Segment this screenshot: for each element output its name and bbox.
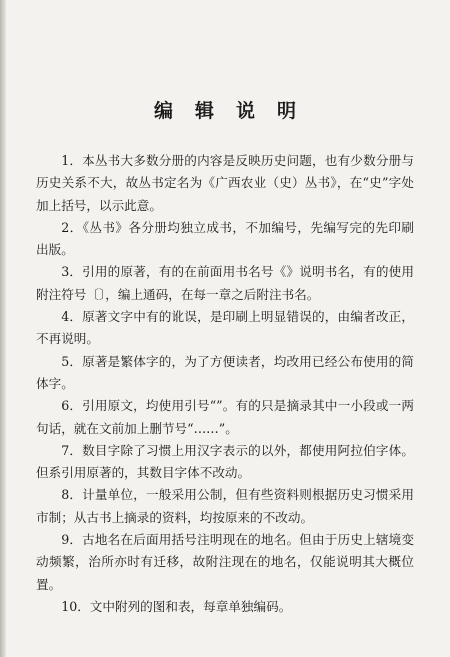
note-item-6: 6．引用原文，均使用引号“”。有的只是摘录其中一小段或一两句话，就在文前加上删节号“……”。	[36, 398, 414, 436]
note-item-3: 3．引用的原著，有的在前面用书名号《》说明书名，有的使用附注符号〔〕，编上通码，在每一章之后附注书名。	[36, 264, 414, 302]
note-item-5: 5．原著是繁体字的，为了方便读者，均改用已经公布使用的简体字。	[36, 353, 414, 391]
note-item-7: 7．数目字除了习惯上用汉字表示的以外，都使用阿拉伯字体。但系引用原著的，其数目字体不改动。	[36, 442, 414, 481]
page-title: 编辑说明	[153, 100, 318, 122]
note-item-4: 4．原著文字中有的讹误，是印刷上明显错误的，由编者改正，不再说明。	[36, 309, 414, 347]
note-item-9: 9．古地名在后面用括号注明现在的地名。但由于历史上辖境变动频繁，治所亦时有迁移，故附注现在的地名，仅能说明其大概位置。	[36, 532, 414, 592]
editorial-notes-list	[36, 150, 414, 618]
note-item-1: 1．本丛书大多数分册的内容是反映历史问题，也有少数分册与历史关系不大，故丛书定名为《广西农业（史）丛书》，在“史”字处加上括号，以示此意。	[36, 153, 414, 213]
note-item-2: 2．《丛书》各分册均独立成书，不加编号，先编写完的先印刷出版。	[36, 219, 414, 258]
note-item-8: 8．计量单位，一般采用公制，但有些资料则根据历史习惯采用市制；从古书上摘录的资料，均按原来的不改动。	[36, 487, 414, 525]
note-item-10: 10．文中附列的图和表，每章单独编码。	[61, 598, 292, 614]
